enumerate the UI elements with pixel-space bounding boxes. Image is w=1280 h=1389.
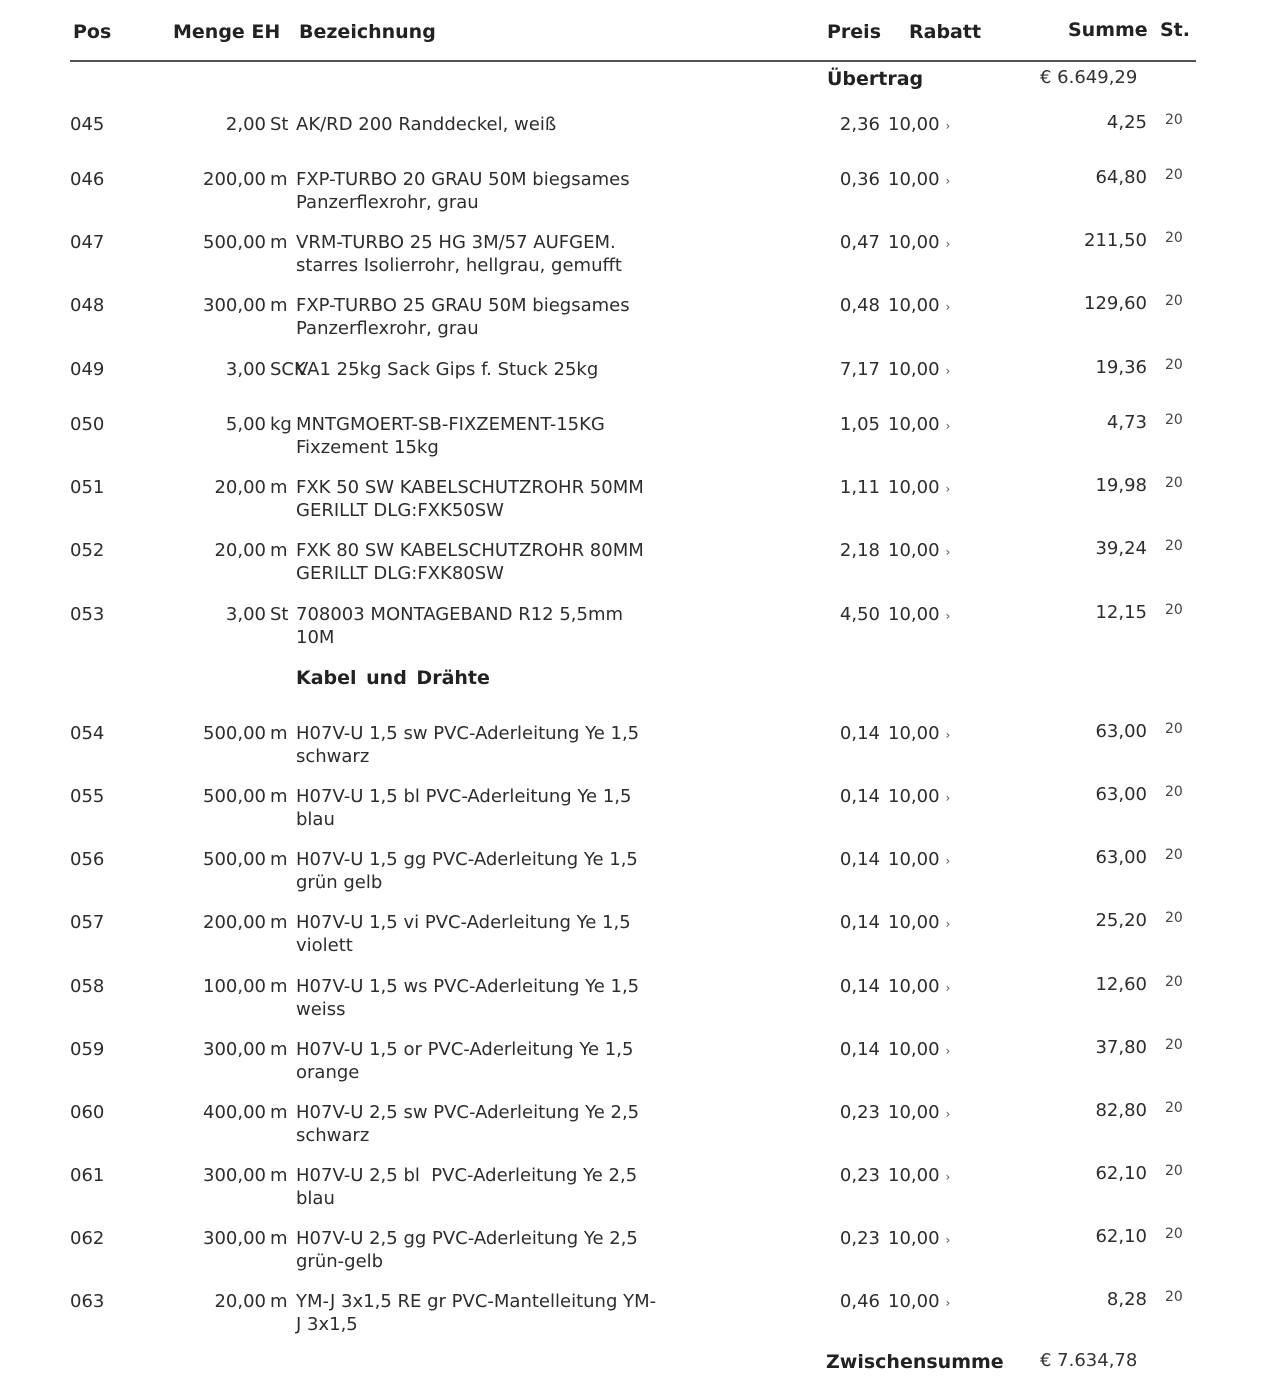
- cell-tax: 20: [1165, 847, 1183, 863]
- cell-rabatt: [888, 476, 950, 501]
- cell-pos: 054: [70, 723, 105, 744]
- cell-description: H07V-U 2,5 gg PVC-Aderleitung Ye 2,5 grün-gelb: [296, 1228, 638, 1272]
- cell-quantity: 200,00: [203, 912, 266, 933]
- header-preis: Preis: [827, 21, 882, 43]
- rabatt-value: 10,00: [888, 1165, 940, 1186]
- cell-description: FXK 80 SW KABELSCHUTZROHR 80MM GERILLT DLG:FXK80SW: [296, 540, 644, 584]
- cell-price: 1,11: [839, 477, 880, 498]
- cell-unit: m: [270, 1291, 288, 1312]
- cell-price: 0,14: [839, 976, 880, 997]
- cell-quantity: 500,00: [203, 723, 266, 744]
- cell-unit: m: [270, 1228, 288, 1249]
- cell-quantity: 3,00: [225, 359, 266, 380]
- cell-pos: 056: [70, 849, 105, 870]
- cell-quantity: 3,00: [225, 604, 266, 625]
- zwischensumme-value: € 7.634,78: [1040, 1350, 1138, 1371]
- cell-pos: 061: [70, 1165, 105, 1186]
- cell-tax: 20: [1165, 974, 1183, 990]
- rabatt-marker: ›: [945, 609, 951, 623]
- table-row: [0, 294, 1280, 354]
- cell-pos: 058: [70, 976, 105, 997]
- cell-unit: St: [270, 114, 289, 135]
- cell-unit: m: [270, 786, 288, 807]
- table-row: [0, 911, 1280, 971]
- table-row: [0, 168, 1280, 228]
- table-row: [0, 975, 1280, 1035]
- rabatt-value: 10,00: [888, 295, 940, 316]
- cell-description: VRM-TURBO 25 HG 3M/57 AUFGEM. starres Isolierrohr, hellgrau, gemufft: [296, 232, 622, 276]
- cell-unit: St: [270, 604, 289, 625]
- rabatt-value: 10,00: [888, 540, 940, 561]
- rabatt-marker: ›: [945, 791, 951, 805]
- cell-tax: 20: [1165, 784, 1183, 800]
- cell-rabatt: [888, 603, 950, 628]
- cell-summe: 4,73: [1106, 412, 1147, 433]
- table-row: [0, 785, 1280, 845]
- cell-tax: 20: [1165, 112, 1183, 128]
- cell-tax: 20: [1165, 1226, 1183, 1242]
- cell-tax: 20: [1165, 357, 1183, 373]
- cell-quantity: 20,00: [214, 1291, 266, 1312]
- rabatt-marker: ›: [945, 1170, 951, 1184]
- rabatt-value: 10,00: [888, 976, 940, 997]
- cell-tax: 20: [1165, 167, 1183, 183]
- cell-pos: 050: [70, 414, 105, 435]
- rabatt-marker: ›: [945, 1107, 951, 1121]
- cell-price: 0,23: [839, 1228, 880, 1249]
- rabatt-value: 10,00: [888, 1228, 940, 1249]
- cell-quantity: 400,00: [203, 1102, 266, 1123]
- cell-description: VA1 25kg Sack Gips f. Stuck 25kg: [296, 359, 599, 380]
- cell-unit: m: [270, 1039, 288, 1060]
- cell-rabatt: [888, 294, 950, 319]
- cell-pos: 059: [70, 1039, 105, 1060]
- cell-description: AK/RD 200 Randdeckel, weiß: [296, 114, 557, 135]
- cell-summe: 63,00: [1095, 784, 1147, 805]
- cell-rabatt: [888, 231, 950, 256]
- table-row: [0, 539, 1280, 599]
- cell-tax: 20: [1165, 412, 1183, 428]
- table-row: [0, 1101, 1280, 1161]
- cell-description: H07V-U 2,5 sw PVC-Aderleitung Ye 2,5 schwarz: [296, 1102, 640, 1146]
- cell-rabatt: [888, 1164, 950, 1189]
- table-row: [0, 1290, 1280, 1350]
- cell-summe: 19,98: [1095, 475, 1147, 496]
- table-row: [0, 722, 1280, 782]
- table-row: [0, 603, 1280, 663]
- cell-unit: m: [270, 477, 288, 498]
- cell-summe: 62,10: [1095, 1226, 1147, 1247]
- cell-pos: 060: [70, 1102, 105, 1123]
- cell-tax: 20: [1165, 1163, 1183, 1179]
- header-bezeichnung: Bezeichnung: [299, 21, 436, 43]
- cell-tax: 20: [1165, 910, 1183, 926]
- cell-description: FXP-TURBO 20 GRAU 50M biegsames Panzerflexrohr, grau: [296, 169, 630, 213]
- cell-rabatt: [888, 975, 950, 1000]
- rabatt-marker: ›: [945, 545, 951, 559]
- cell-pos: 049: [70, 359, 105, 380]
- rabatt-value: 10,00: [888, 604, 940, 625]
- cell-price: 0,14: [839, 849, 880, 870]
- cell-rabatt: [888, 911, 950, 936]
- cell-unit: m: [270, 295, 288, 316]
- cell-price: 2,36: [839, 114, 880, 135]
- cell-summe: 62,10: [1095, 1163, 1147, 1184]
- cell-price: 0,23: [839, 1165, 880, 1186]
- rabatt-marker: ›: [945, 917, 951, 931]
- rabatt-value: 10,00: [888, 786, 940, 807]
- cell-description: H07V-U 1,5 bl PVC-Aderleitung Ye 1,5 blau: [296, 786, 632, 830]
- cell-unit: kg: [270, 414, 292, 435]
- cell-rabatt: [888, 785, 950, 810]
- rabatt-value: 10,00: [888, 849, 940, 870]
- rabatt-marker: ›: [945, 119, 951, 133]
- cell-rabatt: [888, 358, 950, 383]
- cell-quantity: 500,00: [203, 849, 266, 870]
- cell-quantity: 300,00: [203, 295, 266, 316]
- cell-price: 7,17: [839, 359, 880, 380]
- cell-rabatt: [888, 413, 950, 438]
- cell-pos: 046: [70, 169, 105, 190]
- cell-quantity: 500,00: [203, 232, 266, 253]
- cell-pos: 063: [70, 1291, 105, 1312]
- table-row: [0, 848, 1280, 908]
- cell-summe: 211,50: [1084, 230, 1147, 251]
- rabatt-marker: ›: [945, 1233, 951, 1247]
- cell-unit: m: [270, 912, 288, 933]
- cell-description: H07V-U 1,5 sw PVC-Aderleitung Ye 1,5 schwarz: [296, 723, 640, 767]
- cell-price: 0,14: [839, 912, 880, 933]
- rabatt-marker: ›: [945, 728, 951, 742]
- cell-summe: 37,80: [1095, 1037, 1147, 1058]
- cell-quantity: 100,00: [203, 976, 266, 997]
- cell-summe: 64,80: [1095, 167, 1147, 188]
- rabatt-value: 10,00: [888, 414, 940, 435]
- cell-unit: m: [270, 540, 288, 561]
- table-row: [0, 1227, 1280, 1287]
- section-title: Kabel und Drähte: [296, 667, 490, 689]
- cell-tax: 20: [1165, 1100, 1183, 1116]
- rabatt-marker: ›: [945, 1044, 951, 1058]
- cell-unit: SCK: [270, 359, 306, 380]
- header-menge-eh: Menge EH: [173, 21, 281, 43]
- cell-unit: m: [270, 232, 288, 253]
- cell-pos: 053: [70, 604, 105, 625]
- cell-rabatt: [888, 1038, 950, 1063]
- cell-tax: 20: [1165, 602, 1183, 618]
- uebertrag-value: € 6.649,29: [1040, 67, 1138, 88]
- cell-rabatt: [888, 848, 950, 873]
- cell-price: 0,48: [839, 295, 880, 316]
- rabatt-marker: ›: [945, 482, 951, 496]
- rabatt-value: 10,00: [888, 1291, 940, 1312]
- rabatt-value: 10,00: [888, 723, 940, 744]
- cell-quantity: 20,00: [214, 540, 266, 561]
- rabatt-marker: ›: [945, 1296, 951, 1310]
- cell-description: H07V-U 2,5 bl PVC-Aderleitung Ye 2,5 blau: [296, 1165, 638, 1209]
- rabatt-marker: ›: [945, 237, 951, 251]
- cell-tax: 20: [1165, 475, 1183, 491]
- cell-quantity: 20,00: [214, 477, 266, 498]
- cell-quantity: 5,00: [225, 414, 266, 435]
- cell-price: 0,14: [839, 723, 880, 744]
- cell-description: YM-J 3x1,5 RE gr PVC-Mantelleitung YM- J 3x1,5: [296, 1291, 657, 1335]
- cell-description: FXP-TURBO 25 GRAU 50M biegsames Panzerflexrohr, grau: [296, 295, 630, 339]
- cell-description: 708003 MONTAGEBAND R12 5,5mm 10M: [296, 604, 624, 648]
- table-row: [0, 231, 1280, 291]
- cell-price: 0,47: [839, 232, 880, 253]
- cell-rabatt: [888, 113, 950, 138]
- rabatt-value: 10,00: [888, 114, 940, 135]
- rabatt-value: 10,00: [888, 232, 940, 253]
- header-divider: [70, 60, 1196, 62]
- cell-quantity: 2,00: [225, 114, 266, 135]
- cell-price: 0,23: [839, 1102, 880, 1123]
- cell-summe: 63,00: [1095, 847, 1147, 868]
- rabatt-value: 10,00: [888, 169, 940, 190]
- cell-price: 1,05: [839, 414, 880, 435]
- table-row: [0, 113, 1280, 173]
- table-row: [0, 476, 1280, 536]
- cell-description: MNTGMOERT-SB-FIXZEMENT-15KG Fixzement 15kg: [296, 414, 605, 458]
- zwischensumme-label: Zwischensumme: [826, 1351, 1004, 1373]
- cell-quantity: 500,00: [203, 786, 266, 807]
- cell-rabatt: [888, 1227, 950, 1252]
- cell-rabatt: [888, 539, 950, 564]
- cell-pos: 055: [70, 786, 105, 807]
- cell-pos: 051: [70, 477, 105, 498]
- cell-unit: m: [270, 1102, 288, 1123]
- rabatt-value: 10,00: [888, 477, 940, 498]
- cell-summe: 12,60: [1095, 974, 1147, 995]
- header-steuer: St.: [1160, 19, 1190, 41]
- cell-summe: 12,15: [1095, 602, 1147, 623]
- uebertrag-label: Übertrag: [827, 68, 924, 90]
- cell-tax: 20: [1165, 1289, 1183, 1305]
- cell-rabatt: [888, 168, 950, 193]
- cell-summe: 4,25: [1106, 112, 1147, 133]
- cell-quantity: 300,00: [203, 1228, 266, 1249]
- cell-pos: 052: [70, 540, 105, 561]
- cell-pos: 062: [70, 1228, 105, 1249]
- cell-price: 0,14: [839, 1039, 880, 1060]
- cell-summe: 19,36: [1095, 357, 1147, 378]
- cell-tax: 20: [1165, 538, 1183, 554]
- cell-tax: 20: [1165, 230, 1183, 246]
- cell-pos: 048: [70, 295, 105, 316]
- cell-quantity: 200,00: [203, 169, 266, 190]
- cell-description: H07V-U 1,5 gg PVC-Aderleitung Ye 1,5 grün gelb: [296, 849, 638, 893]
- header-pos: Pos: [73, 21, 112, 43]
- rabatt-marker: ›: [945, 174, 951, 188]
- table-row: [0, 413, 1280, 473]
- cell-unit: m: [270, 976, 288, 997]
- cell-rabatt: [888, 1290, 950, 1315]
- cell-price: 0,46: [839, 1291, 880, 1312]
- cell-summe: 82,80: [1095, 1100, 1147, 1121]
- cell-summe: 39,24: [1095, 538, 1147, 559]
- cell-summe: 25,20: [1095, 910, 1147, 931]
- rabatt-value: 10,00: [888, 359, 940, 380]
- rabatt-value: 10,00: [888, 1102, 940, 1123]
- cell-tax: 20: [1165, 721, 1183, 737]
- cell-quantity: 300,00: [203, 1039, 266, 1060]
- cell-pos: 047: [70, 232, 105, 253]
- cell-description: H07V-U 1,5 vi PVC-Aderleitung Ye 1,5 violett: [296, 912, 631, 956]
- cell-quantity: 300,00: [203, 1165, 266, 1186]
- cell-summe: 129,60: [1084, 293, 1147, 314]
- cell-rabatt: [888, 1101, 950, 1126]
- cell-rabatt: [888, 722, 950, 747]
- cell-description: H07V-U 1,5 ws PVC-Aderleitung Ye 1,5 weiss: [296, 976, 640, 1020]
- cell-price: 0,36: [839, 169, 880, 190]
- cell-price: 4,50: [839, 604, 880, 625]
- cell-price: 2,18: [839, 540, 880, 561]
- rabatt-marker: ›: [945, 419, 951, 433]
- rabatt-marker: ›: [945, 300, 951, 314]
- table-row: [0, 358, 1280, 418]
- cell-unit: m: [270, 169, 288, 190]
- cell-description: FXK 50 SW KABELSCHUTZROHR 50MM GERILLT DLG:FXK50SW: [296, 477, 644, 521]
- rabatt-marker: ›: [945, 854, 951, 868]
- cell-unit: m: [270, 1165, 288, 1186]
- cell-description: H07V-U 1,5 or PVC-Aderleitung Ye 1,5 orange: [296, 1039, 634, 1083]
- cell-pos: 057: [70, 912, 105, 933]
- header-summe: Summe: [1068, 19, 1148, 41]
- cell-pos: 045: [70, 114, 105, 135]
- cell-summe: 63,00: [1095, 721, 1147, 742]
- rabatt-marker: ›: [945, 364, 951, 378]
- table-row: [0, 1038, 1280, 1098]
- cell-unit: m: [270, 723, 288, 744]
- rabatt-value: 10,00: [888, 1039, 940, 1060]
- rabatt-marker: ›: [945, 981, 951, 995]
- header-rabatt: Rabatt: [909, 21, 982, 43]
- cell-price: 0,14: [839, 786, 880, 807]
- table-row: [0, 1164, 1280, 1224]
- cell-tax: 20: [1165, 293, 1183, 309]
- cell-unit: m: [270, 849, 288, 870]
- cell-summe: 8,28: [1106, 1289, 1147, 1310]
- cell-tax: 20: [1165, 1037, 1183, 1053]
- rabatt-value: 10,00: [888, 912, 940, 933]
